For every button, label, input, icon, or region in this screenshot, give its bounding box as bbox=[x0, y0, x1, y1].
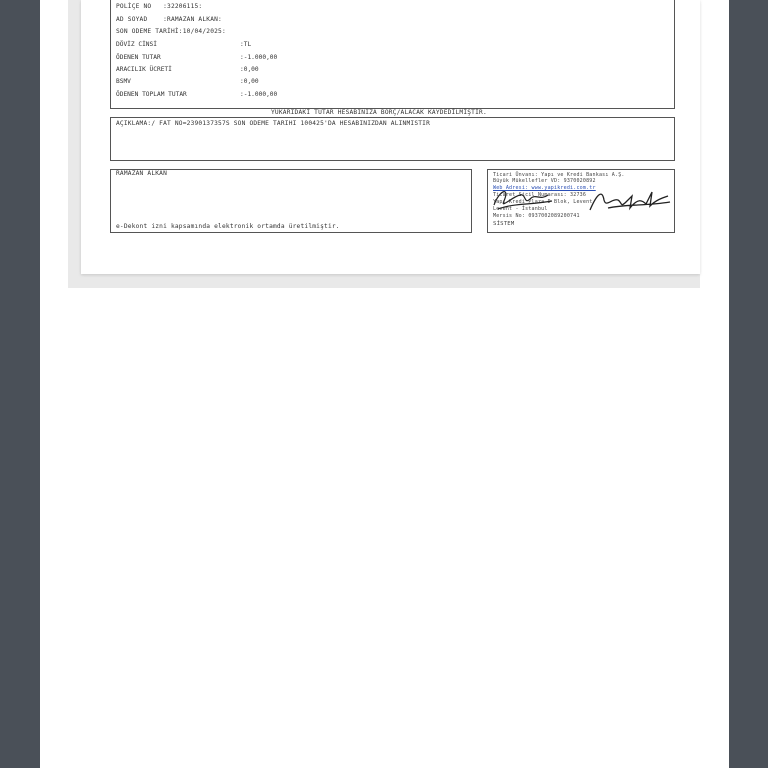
bank-line: Ticaret Sicil Numarası: 32736 bbox=[493, 192, 587, 198]
left-margin bbox=[0, 0, 40, 768]
bank-web-link[interactable]: Web Adresi: www.yapikredi.com.tr bbox=[493, 185, 596, 191]
signature-2 bbox=[586, 186, 672, 214]
bank-line: Mersis No: 0937002089200741 bbox=[493, 213, 580, 219]
bank-line: Yapı Kredi Plaza D Blok, Levent bbox=[493, 199, 593, 205]
row-value: :-1.000,00 bbox=[240, 54, 278, 61]
row-odenen-toplam bbox=[116, 91, 277, 99]
row-value: :TL bbox=[240, 41, 252, 48]
row-label: DÖVİZ CİNSİ bbox=[116, 41, 157, 48]
row-doviz bbox=[116, 41, 251, 49]
ad-soyad: AD SOYAD :RAMAZAN ALKAN: bbox=[116, 16, 222, 23]
row-bsmv bbox=[116, 78, 259, 86]
son-odeme-tarihi: SON ODEME TARİHİ:10/04/2025: bbox=[116, 28, 226, 35]
sistem-label: SİSTEM bbox=[493, 221, 515, 227]
customer-name: RAMAZAN ALKAN bbox=[116, 170, 168, 177]
row-label: ÖDENEN TOPLAM TUTAR bbox=[116, 91, 187, 98]
bank-line: Levent - İstanbul bbox=[493, 206, 548, 212]
row-label: ARACILIK ÜCRETİ bbox=[116, 66, 172, 73]
row-label: BSMV bbox=[116, 78, 131, 85]
bank-line: Ticari Ünvanı: Yapı ve Kredi Bankası A.Ş. bbox=[493, 172, 625, 178]
row-aracilik bbox=[116, 66, 259, 74]
police-no: POLİÇE NO :32206115: bbox=[116, 3, 203, 10]
edekont-note: e-Dekont izni kapsamında elektronik ortamda üretilmiştir. bbox=[116, 223, 340, 230]
notice-line: YUKARIDAKİ TUTAR HESABINIZA BORÇ/ALACAK KAYDEDİLMİŞTİR. bbox=[271, 109, 487, 116]
bank-line: Büyük Mükellefler VD: 9370020892 bbox=[493, 178, 596, 184]
right-margin bbox=[729, 0, 768, 768]
row-value: :-1.000,00 bbox=[240, 91, 278, 98]
signature-1 bbox=[490, 183, 560, 213]
row-odenen-tutar bbox=[116, 54, 277, 62]
aciklama-text: AÇIKLAMA:/ FAT NO=2390137357S SON ODEME TARIHI 100425'DA HESABINIZDAN ALINMISTIR bbox=[116, 120, 431, 127]
row-value: :0,00 bbox=[240, 66, 259, 73]
row-value: :0,00 bbox=[240, 78, 259, 85]
row-label: ÖDENEN TUTAR bbox=[116, 54, 161, 61]
